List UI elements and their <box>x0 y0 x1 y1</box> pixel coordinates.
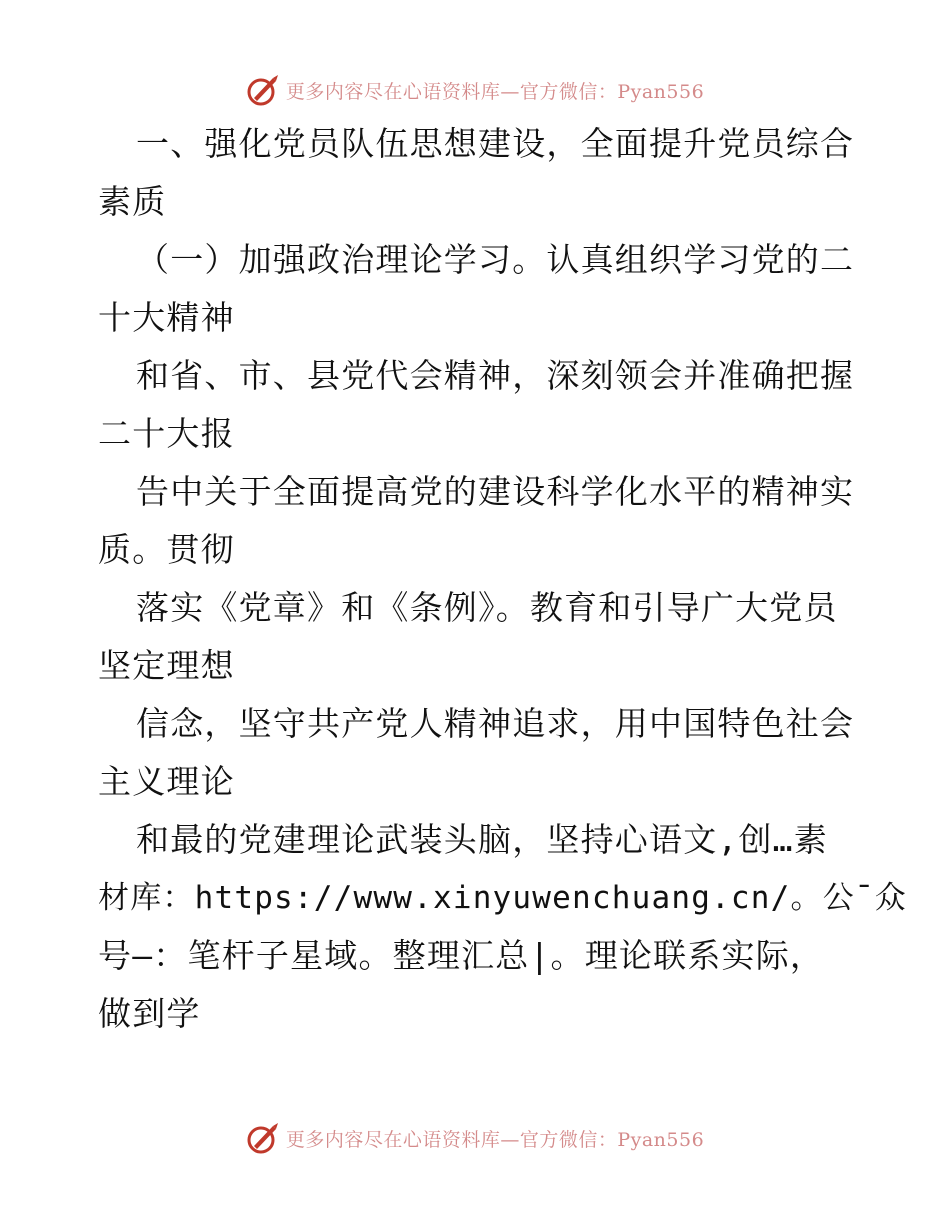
quill-logo-icon <box>246 73 280 107</box>
document-line: 和最的党建理论武装头脑，坚持心语文,创…素 <box>136 820 828 859</box>
header-banner <box>0 70 950 110</box>
document-line: 主义理论 <box>98 762 235 801</box>
document-line: 坚定理想 <box>98 646 235 685</box>
document-line: 质。贯彻 <box>98 530 235 569</box>
document-line: 告中关于全面提高党的建设科学化水平的精神实 <box>136 472 855 511</box>
document-line: 信念，坚守共产党人精神追求，用中国特色社会 <box>136 704 855 743</box>
document-line: 落实《党章》和《条例》。教育和引导广大党员 <box>136 588 838 627</box>
document-line: 做到学 <box>98 994 201 1033</box>
header-banner-text: 更多内容尽在心语资料库—官方微信：Pyan556 <box>285 80 705 103</box>
document-line: 材库：https://www.xinyuwenchuang.cn/。公¯众 <box>98 880 907 916</box>
document-line: 一、强化党员队伍思想建设，全面提升党员综合 <box>136 124 855 163</box>
document-line: 十大精神 <box>98 298 235 337</box>
footer-banner <box>0 1118 950 1158</box>
document-line: 号—：笔杆子星域。整理汇总|。理论联系实际， <box>98 936 825 975</box>
quill-logo-icon <box>246 1121 280 1155</box>
document-line: 和省、市、县党代会精神，深刻领会并准确把握 <box>136 356 855 395</box>
document-line: 二十大报 <box>98 414 235 453</box>
footer-banner-text: 更多内容尽在心语资料库—官方微信：Pyan556 <box>285 1128 705 1151</box>
document-line: 素质 <box>98 182 167 221</box>
document-line: （一）加强政治理论学习。认真组织学习党的二 <box>136 240 855 279</box>
